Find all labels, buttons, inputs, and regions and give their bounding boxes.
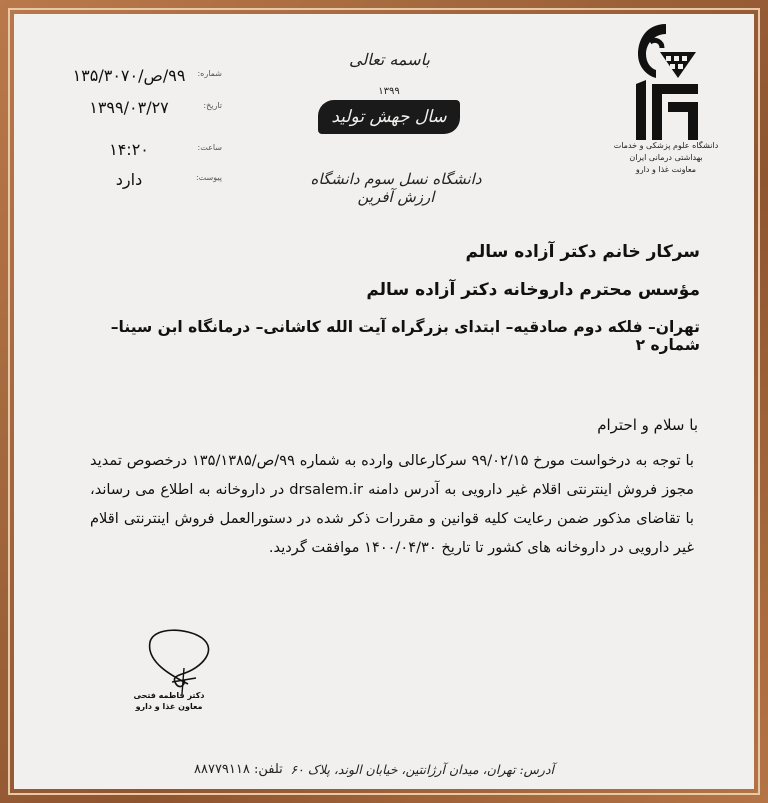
signatory-title: معاون غذا و دارو (135, 702, 203, 712)
seal-year: ۱۳۹۹ (378, 86, 400, 97)
letter-date-value: ۱۳۹۹/۰۳/۲۷ (89, 98, 169, 117)
letter-date-row (64, 98, 222, 120)
university-motto: دانشگاه نسل سوم دانشگاه ارزش آفرین (310, 170, 482, 206)
production-year-seal (310, 88, 468, 136)
addressee-title: مؤسس محترم داروخانه دکتر آزاده سالم (366, 280, 700, 300)
letter-time-label: ساعت: (197, 143, 222, 152)
university-logo-icon (626, 18, 708, 146)
letter-number-value: ۹۹/ص/۱۳۵/۳۰۷۰ (72, 66, 186, 85)
seal-text: سال جهش تولید (318, 100, 460, 134)
bismillah-header: باسمه تعالی (349, 50, 430, 69)
letter-number-label: شماره: (197, 69, 222, 78)
logo-caption-department: معاونت غذا و دارو (635, 165, 697, 174)
letter-attachment-label: پیوست: (195, 173, 222, 182)
signatory (110, 690, 228, 712)
letter-attachment-value: دارد (115, 170, 143, 189)
footer-address: آدرس: تهران، میدان آرژانتین، خیابان الوند، پلاک ۶۰ (290, 762, 554, 777)
logo-caption-university: دانشگاه علوم پزشکی و خدمات بهداشتی درمانی ایران (613, 141, 719, 162)
letter-paper (14, 14, 754, 789)
signatory-name: دکتر فاطمه فتحی (133, 691, 205, 700)
footer-phone: تلفن: ۸۸۷۷۹۱۱۸ (194, 762, 283, 777)
addressee-address: تهران– فلکه دوم صادقیه– ابتدای بزرگراه آیت الله کاشانی– درمانگاه ابن سینا– شماره ۲ (110, 318, 700, 354)
university-logo-caption (606, 140, 726, 176)
letter-attachment-row (64, 170, 222, 192)
addressee-name: سرکار خانم دکتر آزاده سالم (465, 242, 700, 262)
letter-date-label: تاریخ: (203, 101, 222, 110)
letter-body: با توجه به درخواست مورخ ۹۹/۰۲/۱۵ سرکارعالی وارده به شماره ۹۹/ص/۱۳۵/۱۳۸۵ درخصوص تمدید مجوز فروش اینترنتی اقلام غیر دارویی به آدرس دامنه drsalem.ir در داروخانه به اطلاع می رساند، با تقاضای مذکور ضمن رعایت کلیه قوانین و مقررات ذکر شده در دستورالعمل فروش اینترنتی اقلام غیر دارویی در داروخانه های کشور تا تاریخ ۱۴۰۰/۰۴/۳۰ موافقت گردید. (90, 452, 694, 556)
letter-time-row (64, 140, 222, 162)
handwritten-signature (132, 624, 232, 696)
greeting: با سلام و احترام (597, 416, 698, 434)
letter-number-row (64, 66, 222, 88)
letter-time-value: ۱۴:۲۰ (109, 140, 149, 159)
